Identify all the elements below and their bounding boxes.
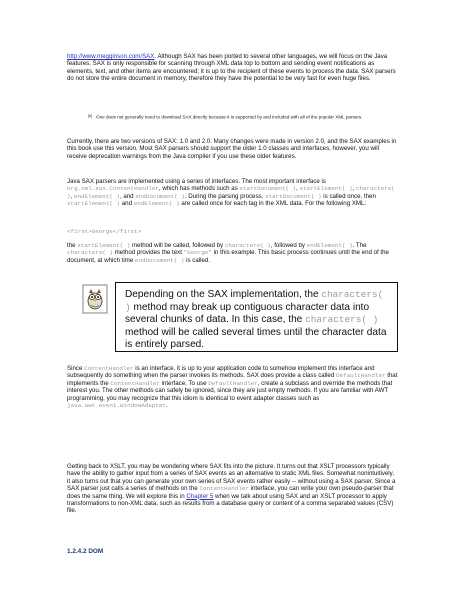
code-characters: characters( ) [125,289,384,313]
owl-note-icon [82,284,108,314]
code-startdocument: startDocument( ) [239,185,297,193]
text-run: the [67,242,78,249]
code-endelement: endElement( ) [133,200,180,208]
paragraph-sax-versions: Currently, there are two versions of SAX: 1.0 and 2.0. Many changes were made in version 2.0, and the SAX examples in this book use this version. Most SAX parsers should support the older 1.0 classes and interfaces, however, you will receive deprecation warnings from the Java compiler if you use these older features. [67,138,397,160]
code-characters: characters( ) [67,185,395,200]
code-endelement: endElement( ) [306,242,353,249]
footnote [88,113,388,121]
text-run: is an interface, it is up to your application code to somehow implement this interface and subsequently do something when the parser invokes its methods. SAX does provide a class called [67,365,375,380]
text-run: that implements the [67,372,398,387]
paragraph-text: . Although SAX has been ported to several other languages, we will focus on the Java features. SAX is only responsible for scanning through XML data top to bottom and sending event notifications as elements, text, and other items are encountered; it is up to the recipient of these events to process the data. SAX parsers do not store the entire document in memory, therefore they have the potential to be very fast for even huge files. [67,53,396,83]
code-defaulthandler: DefaultHandler [335,372,386,380]
text-run: , followed by [270,242,307,249]
text-run: method may break up contiguous character data into several chunks of data. In this case, the [125,301,370,326]
code-startelement: startElement( ) [67,200,121,208]
paragraph-default-handler [67,365,398,409]
text-run: Depending on the SAX implementation, the [125,289,322,300]
code-enddocument: endDocument( ) [134,256,185,264]
code-startelement: startElement( ) [299,185,353,193]
text-run: Getting back to XSLT, you may be wondering where SAX fits into the picture. It turns out that XSLT processors typically have the ability to gather input from a series of SAX events as an alternative to static XML files. Somewhat nonintuitively, it also turns out that you can generate your own series of SAX events rather easily -- without using a SAX parser. Since a SAX parser just calls a series of methods on the [67,463,396,493]
text-run: interface, you can write your own pseudo-parser that does the same thing. We will explore this in [67,485,394,500]
code-contenthandler: ContentHandler [84,365,134,372]
code-startelement: startElement( ) [77,242,131,249]
footnote-text: One does not generally need to download SAX directly because it is supported by and included with all of the popular XML parsers. [96,114,363,120]
text-run: , and [119,192,136,200]
text-run: Since [67,365,85,372]
text-run: interface. To use [159,379,209,387]
text-run: when we talk about using SAX and an XSLT processor to apply transformations to non-XML data, such as results from a database query or content of a comma separated values (CSV) file. [67,492,394,515]
code-windowadapter: java.awt.event.WindowAdapter [67,402,166,410]
text-run: , [70,192,74,200]
note-text [125,289,393,352]
code-enddocument: endDocument( ) [135,192,185,200]
code-startdocument: startDocument( ) [265,192,322,200]
paragraph-sax-interfaces [67,178,398,208]
code-characters: characters( ) [67,249,113,257]
xml-example: <first>George</first> [67,228,142,235]
code-contenthandler: ContentHandler [110,379,160,387]
code-george: "George" [183,249,212,257]
code-contenthandler: ContentHandler [199,485,249,493]
footnote-mark: [6] [88,114,92,118]
text-run: , [352,185,356,193]
text-run: in this example. This basic process continues until the end of the document, at which time [67,249,389,264]
text-run: is called. [184,256,211,264]
code-defaulthandler: DefaultHandler [208,379,258,387]
code-contenthandler: org.xml.sax.ContentHandler [67,185,159,193]
text-run: method provides the text [112,249,184,257]
code-characters: characters( ) [224,242,271,249]
paragraph-event-sequence [67,242,398,264]
text-run: method will be called several times until the character data is entirely parsed. [125,326,387,351]
text-run: and [120,200,134,208]
paragraph-sax-intro [67,53,398,83]
text-run: method will be called, followed by [130,242,225,249]
text-run: . During the parsing process, [184,192,266,200]
code-endelement: endElement( ) [73,192,120,200]
text-run: . The [352,242,367,249]
text-run: is called once, then [321,192,376,200]
chapter-5-link[interactable]: Chapter 5 [186,492,214,500]
text-run: , which has methods such as [158,185,240,193]
text-run: , create a subclass and override the methods that interest you. The other methods can safely be ignored, since they are just empty methods. If you are familiar with AWT programming, you may recognize that this idiom is identical to event adapter classes such as [67,379,393,402]
text-run: Java SAX parsers are implemented using a series of interfaces. The most important interface is [67,178,326,185]
text-run: are called once for each tag in the XML data. For the following XML: [179,200,367,208]
code-characters: characters( ) [305,314,379,326]
megginson-link[interactable]: http://www.megginson.com/SAX [67,53,155,60]
text-run: , [296,185,300,193]
section-heading: 1.2.4.2 DOM [67,548,104,555]
paragraph-xslt-sax [67,463,398,515]
text-run: . [165,402,168,410]
